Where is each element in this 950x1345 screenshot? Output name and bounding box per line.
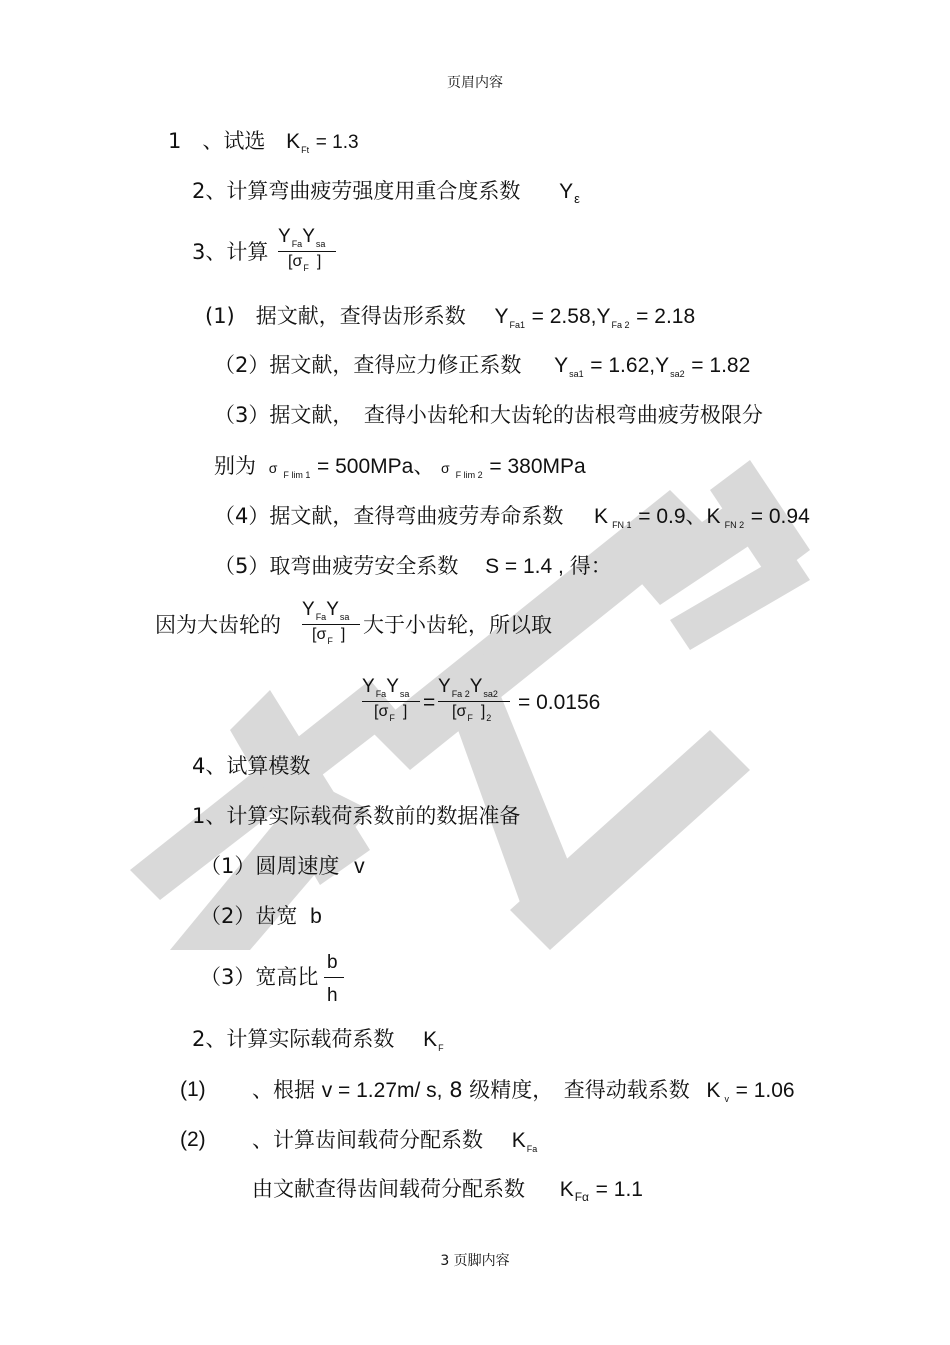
k-ft-symbol: K	[286, 130, 301, 153]
fraction-b-over-h	[324, 952, 348, 1008]
y-fa-symbol: Y	[494, 305, 509, 328]
y-sa2-value: = 1.82	[691, 354, 751, 377]
interdental-load-result-label: 由文献查得齿间载荷分配系数	[252, 1177, 525, 1201]
k-v-value: = 1.06	[735, 1079, 795, 1102]
face-width-line	[200, 903, 322, 930]
fraction-numerator: $Y_{Fa}Y_{sa}$	[302, 599, 350, 622]
fraction-bar	[438, 701, 510, 702]
step-1-line	[168, 128, 359, 163]
sigma-flim2-symbol: σ	[441, 460, 450, 476]
face-width-label: （2）齿宽	[200, 904, 298, 928]
step-3-label: 3、计算	[192, 240, 269, 264]
step-3-3-label: （3）据文献， 查得小齿轮和大齿轮的齿根弯曲疲劳极限分	[214, 403, 763, 427]
dynamic-load-label-end: 8 级精度， 查得动载系数	[449, 1078, 690, 1102]
step-3-4-label: （4）据文献，查得弯曲疲劳寿命系数	[214, 504, 564, 528]
data-prep-heading: 1、计算实际载荷系数前的数据准备	[192, 804, 521, 828]
step-3-1-label: (1) 据文献，查得齿形系数	[205, 304, 466, 328]
step-3-5-line	[214, 553, 612, 580]
fraction-denominator: [$\sigma_F$ ]	[312, 626, 346, 646]
page-footer: 3 页脚内容	[440, 1253, 510, 1269]
fraction-yfa-ysa-over-sigma-2	[302, 599, 362, 655]
k-ft-subscript: Ft	[301, 145, 310, 155]
step-2-1-number: (1)	[180, 1078, 206, 1101]
k-fn2-value: = 0.94	[750, 505, 810, 528]
k-fn1-value: = 0.9、K	[638, 505, 721, 528]
equals-sign: =	[423, 691, 436, 714]
circumferential-speed-line	[200, 853, 365, 880]
y-sa1-value: = 1.62,Y	[590, 354, 670, 377]
load-factor-heading: 2、计算实际载荷系数	[192, 1027, 395, 1051]
step-1-label: 1 、试选	[168, 129, 266, 153]
sigma-flim1-symbol: σ	[268, 460, 278, 476]
y-epsilon-symbol: Y	[559, 180, 574, 203]
step-3-2-line: （2）据文献，查得应力修正系数 $Y_{sa1} = 1.62,Y_{sa2} = 1.82$	[214, 353, 751, 379]
fraction-denominator: [$\sigma_F$ ]$_2$	[452, 703, 492, 723]
y-sa-symbol: Y	[554, 354, 569, 377]
comparison-line-end: 大于小齿轮，所以取	[363, 613, 552, 637]
watermark-text: 初心	[110, 415, 143, 434]
speed-value: v = 1.27m/ s,	[321, 1079, 443, 1102]
fraction-numerator: b	[327, 952, 338, 973]
fraction-numerator: $Y_{Fa 2}Y_{sa2}$	[438, 676, 498, 699]
ratio-result-value: = 0.0156	[518, 691, 601, 714]
step-3-4-line: （4）据文献，查得弯曲疲劳寿命系数 K $_{FN 1}$ = 0.9、K $_{FN 2}$ = 0.94	[214, 504, 810, 530]
interdental-load-result-line: 由文献查得齿间载荷分配系数 $K_{F\alpha} = 1.1$	[252, 1177, 643, 1204]
k-f-alpha-value: = 1.1	[595, 1178, 643, 1201]
fraction-bar	[302, 624, 360, 625]
fraction-numerator: $Y_{Fa}Y_{sa}$	[362, 676, 410, 699]
y-epsilon-subscript: ε	[574, 191, 580, 206]
y-fa1-value: = 2.58,Y	[531, 305, 611, 328]
width-height-ratio-label: （3）宽高比	[200, 965, 319, 989]
load-factor-heading-line: 2、计算实际载荷系数 $K_F$	[192, 1027, 444, 1053]
k-f-symbol: K	[423, 1028, 438, 1051]
k-ft-value: = 1.3	[315, 132, 359, 153]
sigma-flim1-value: = 500MPa、	[317, 455, 435, 478]
fraction-yfa-ysa-over-sigma-3	[362, 676, 422, 732]
fraction-yfa-ysa-over-sigma-1	[278, 226, 338, 278]
step-2-line	[192, 178, 580, 212]
fraction-yfa2-ysa2-over-sigma2	[438, 676, 518, 734]
page-header: 页眉内容	[447, 75, 503, 91]
dynamic-load-label-start: 、根据	[252, 1078, 315, 1102]
circumferential-speed-label: （1）圆周速度	[200, 854, 340, 878]
step-4-heading: 4、试算模数	[192, 754, 311, 778]
safety-factor-value: S = 1.4 , 得：	[485, 555, 612, 578]
k-v-symbol: K	[706, 1079, 721, 1102]
step-2-label: 2、计算弯曲疲劳强度用重合度系数	[192, 179, 521, 203]
interdental-load-label: 、计算齿间载荷分配系数	[252, 1128, 483, 1152]
fraction-denominator: [$\sigma_F$ ]	[374, 703, 408, 723]
fraction-bar	[362, 701, 420, 702]
y-fa2-value: = 2.18	[636, 305, 696, 328]
step-3-1-line: (1) 据文献，查得齿形系数 $Y_{Fa1} = 2.58,Y_{Fa 2} = 2.18$	[205, 304, 696, 330]
fraction-denominator: h	[327, 985, 338, 1006]
step-3-3-line	[214, 402, 763, 428]
width-height-ratio-line	[200, 964, 318, 990]
b-symbol: b	[310, 905, 322, 928]
dynamic-load-line: 、根据 v = 1.27m/ s, 8 级精度， 查得动载系数 K $_v$ = 1.06	[252, 1078, 795, 1104]
fraction-numerator: $Y_{Fa}Y_{sa}$	[278, 226, 326, 249]
sigma-flim2-value: = 380MPa	[489, 455, 586, 478]
fatigue-limit-label: 别为	[214, 454, 256, 478]
k-f-alpha-symbol: K	[559, 1178, 574, 1201]
step-2-2-number: (2)	[180, 1128, 206, 1151]
fraction-bar	[324, 977, 344, 978]
fraction-bar	[278, 251, 336, 252]
interdental-load-line: 、计算齿间载荷分配系数 $K_{Fa}$	[252, 1128, 538, 1154]
k-fa-symbol: K	[511, 1129, 526, 1152]
k-fn-symbol: K	[594, 505, 609, 528]
fatigue-limit-line: 别为 σ $_{F lim 1}$ = 500MPa、 σ $_{F lim 2}$ = 380MPa	[214, 454, 586, 480]
step-3-line	[192, 239, 268, 265]
step-3-2-label: （2）据文献，查得应力修正系数	[214, 353, 522, 377]
step-3-5-label: （5）取弯曲疲劳安全系数	[214, 554, 459, 578]
fraction-denominator: [$\sigma_F$ ]	[288, 253, 322, 273]
comparison-line-start: 因为大齿轮的	[155, 613, 281, 637]
v-symbol: v	[354, 855, 365, 878]
